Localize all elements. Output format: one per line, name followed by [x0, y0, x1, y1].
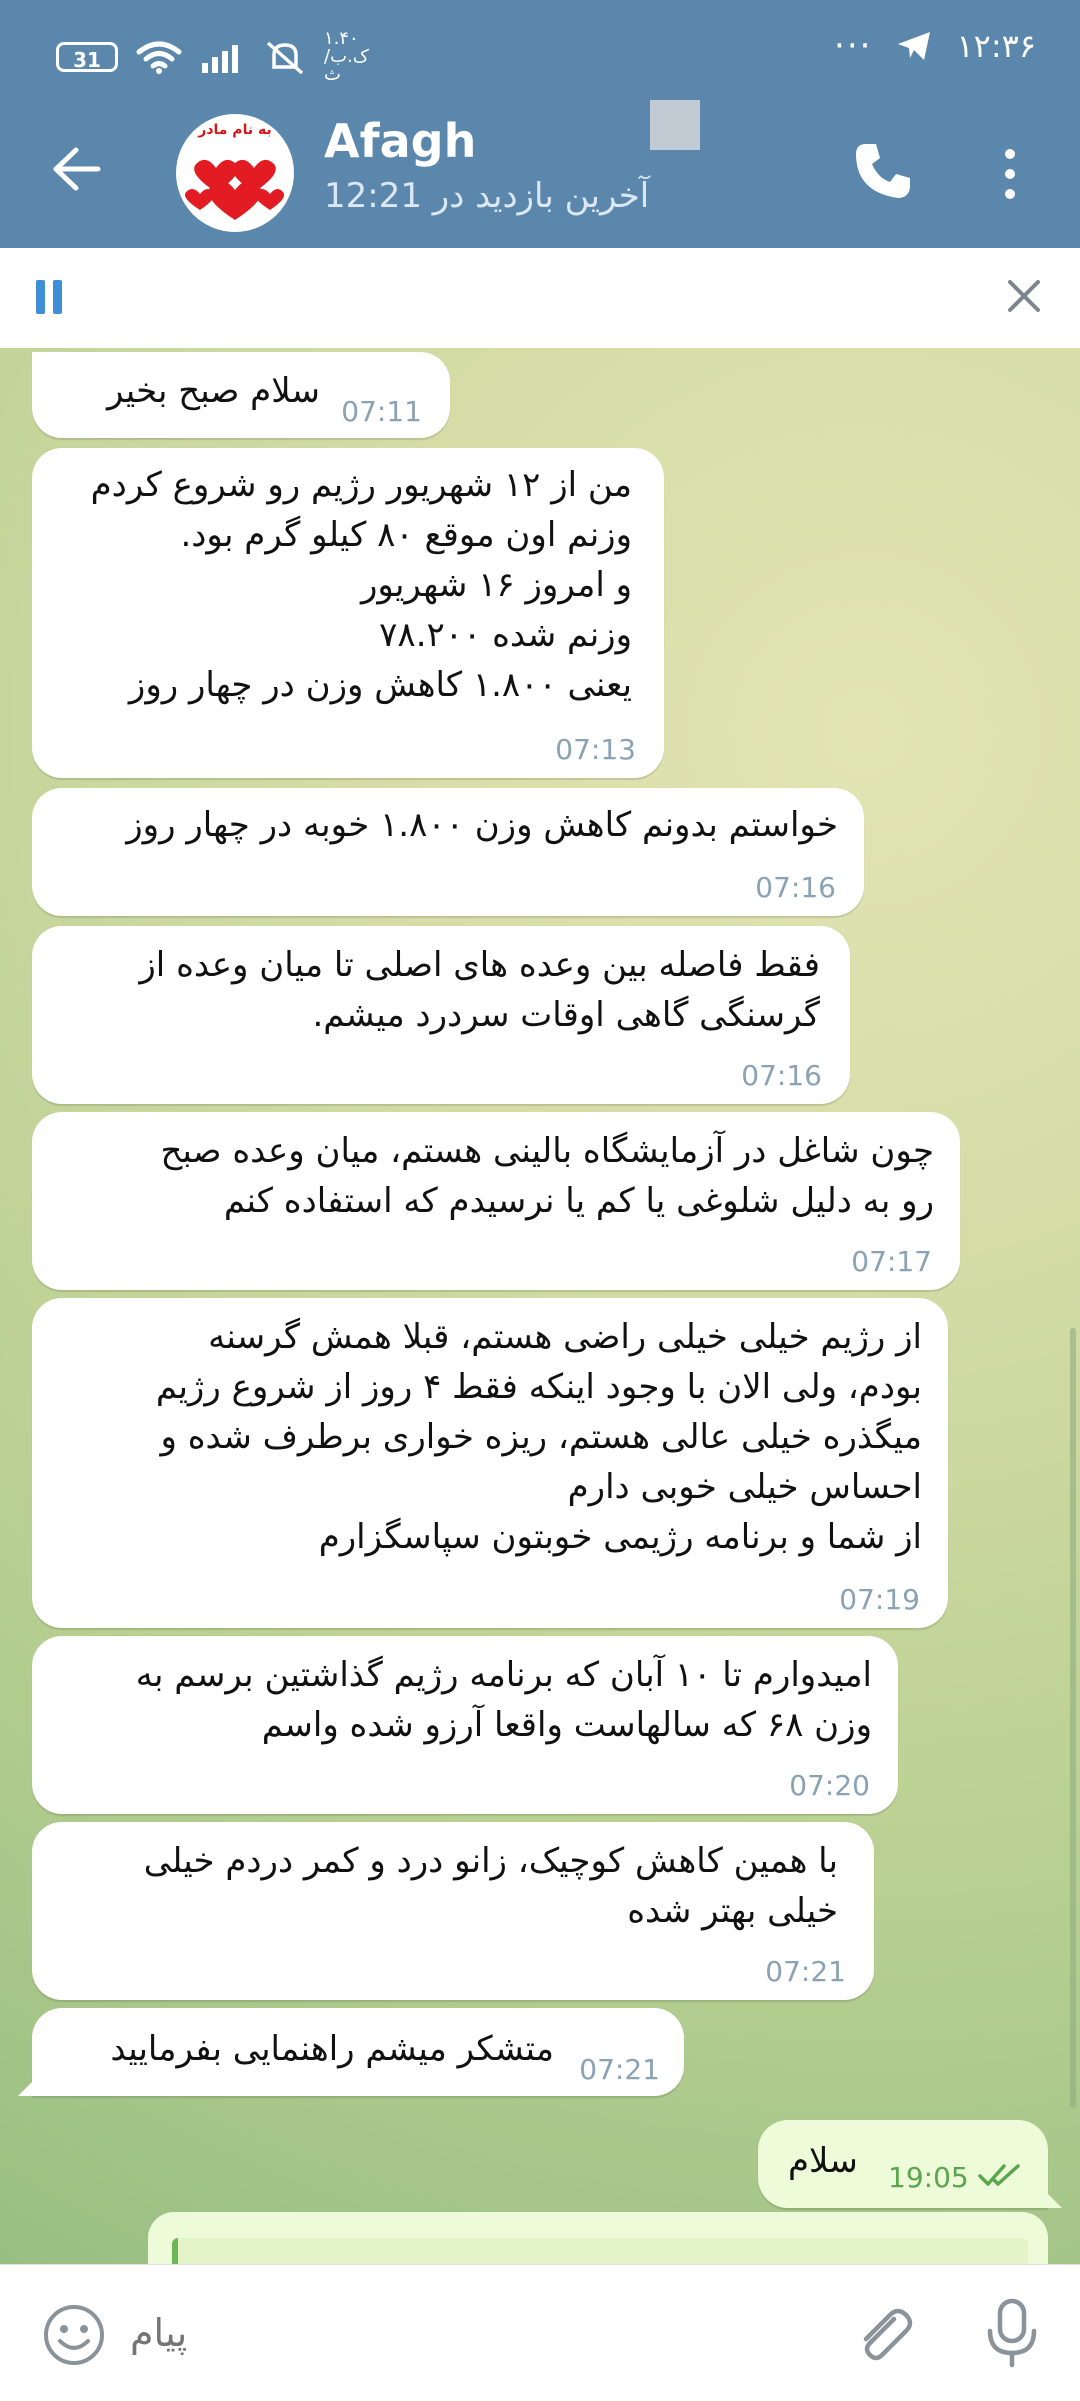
- message-text: سلام: [788, 2141, 858, 2181]
- mute-icon: [264, 39, 306, 75]
- message-time: 07:11: [341, 395, 422, 428]
- message-text: فقط فاصله بین وعده های اصلی تا میان وعده از گرسنگی گاهی اوقات سردرد میشم.: [139, 945, 820, 1035]
- network-speed: ۱.۴۰ ک.ب/ث: [324, 28, 369, 85]
- message-time: 07:17: [851, 1245, 932, 1278]
- contact-name[interactable]: Afagh: [324, 114, 477, 168]
- message-time: 07:21: [765, 1955, 846, 1988]
- message-time: 07:16: [741, 1059, 822, 1092]
- message-text: چون شاغل در آزمایشگاه بالینی هستم، میان وعده صبح رو به دلیل شلوغی یا کم یا نرسیدم که استفاده کنم: [160, 1131, 934, 1221]
- pause-icon[interactable]: [36, 280, 64, 314]
- incoming-message[interactable]: [32, 1636, 898, 1814]
- incoming-message[interactable]: [32, 1822, 874, 2000]
- phone-icon[interactable]: [852, 140, 912, 200]
- scrollbar[interactable]: [1070, 1328, 1076, 2108]
- message-time: 07:16: [755, 871, 836, 904]
- incoming-message[interactable]: [32, 926, 850, 1104]
- more-options-icon[interactable]: [1000, 146, 1020, 202]
- close-icon[interactable]: [1004, 276, 1044, 316]
- incoming-message[interactable]: [32, 788, 864, 916]
- message-input[interactable]: [130, 2295, 750, 2371]
- back-arrow-icon[interactable]: [50, 142, 104, 196]
- telegram-icon: [896, 30, 932, 62]
- last-seen-status: آخرین بازدید در 12:21: [324, 176, 650, 216]
- incoming-message[interactable]: [32, 352, 450, 438]
- message-input-bar: [0, 2264, 1080, 2401]
- status-bar: [0, 0, 1080, 100]
- overlay-square: [650, 100, 700, 150]
- bubble-tail: [1032, 2178, 1062, 2208]
- battery-indicator: 31: [56, 42, 118, 72]
- message-text: سلام صبح بخیر: [107, 371, 320, 411]
- audio-player-bar[interactable]: [0, 248, 1080, 349]
- message-text: امیدوارم تا ۱۰ آبان که برنامه رژیم گذاشتین برسم به وزن ۶۸ که سالهاست واقعا آرزو شده واسم: [135, 1655, 872, 1745]
- chat-header: [0, 100, 1080, 248]
- message-text: با همین کاهش کوچیک، زانو درد و کمر دردم خیلی خیلی بهتر شده: [143, 1841, 838, 1931]
- avatar-caption: به نام مادر: [198, 122, 272, 138]
- status-right: [834, 26, 1036, 66]
- message-time: 07:13: [555, 733, 636, 766]
- signal-icon: [200, 41, 246, 73]
- wifi-icon: [136, 40, 182, 74]
- emoji-icon[interactable]: [42, 2303, 106, 2367]
- message-text: از رژیم خیلی خیلی راضی هستم، قبلا همش گرسنه بودم، ولی الان با وجود اینکه فقط ۴ روز از شروع رژیم میگذره خیلی عالی هستم، ریزه خواری برطرف شده و احساس خیلی خوبی دارم از شما و برنامه رژیمی خوبتون سپاسگزارم: [155, 1317, 922, 1557]
- message-text: من از ۱۲ شهریور رژیم رو شروع کردم وزنم اون موقع ۸۰ کیلو گرم بود. و امروز ۱۶ شهریور وزنم شده ۷۸.۲۰۰ یعنی ۱.۸۰۰ کاهش وزن در چهار روز: [90, 465, 632, 705]
- status-left: [56, 30, 384, 84]
- read-check-icon: [978, 2162, 1024, 2188]
- message-time: 19:05: [888, 2161, 969, 2194]
- incoming-message[interactable]: [32, 448, 664, 778]
- message-time: 07:21: [579, 2053, 660, 2086]
- incoming-message[interactable]: [32, 2008, 684, 2096]
- message-time: 07:19: [839, 1583, 920, 1616]
- hearts-image: [176, 114, 294, 232]
- message-text: متشکر میشم راهنمایی بفرمایید: [110, 2029, 554, 2069]
- chat-area[interactable]: [0, 348, 1080, 2264]
- overflow-indicator: ···: [834, 26, 873, 66]
- message-text: خواستم بدونم کاهش وزن ۱.۸۰۰ خوبه در چهار روز: [126, 805, 838, 845]
- incoming-message[interactable]: [32, 1112, 960, 1290]
- incoming-message[interactable]: [32, 1298, 948, 1628]
- microphone-icon[interactable]: [980, 2297, 1044, 2369]
- bubble-tail: [18, 2066, 48, 2096]
- clock: ۱۲:۳۶: [956, 27, 1036, 65]
- attach-icon[interactable]: [850, 2301, 916, 2367]
- avatar[interactable]: [176, 114, 294, 232]
- outgoing-message[interactable]: [758, 2120, 1048, 2208]
- message-time: 07:20: [789, 1769, 870, 1802]
